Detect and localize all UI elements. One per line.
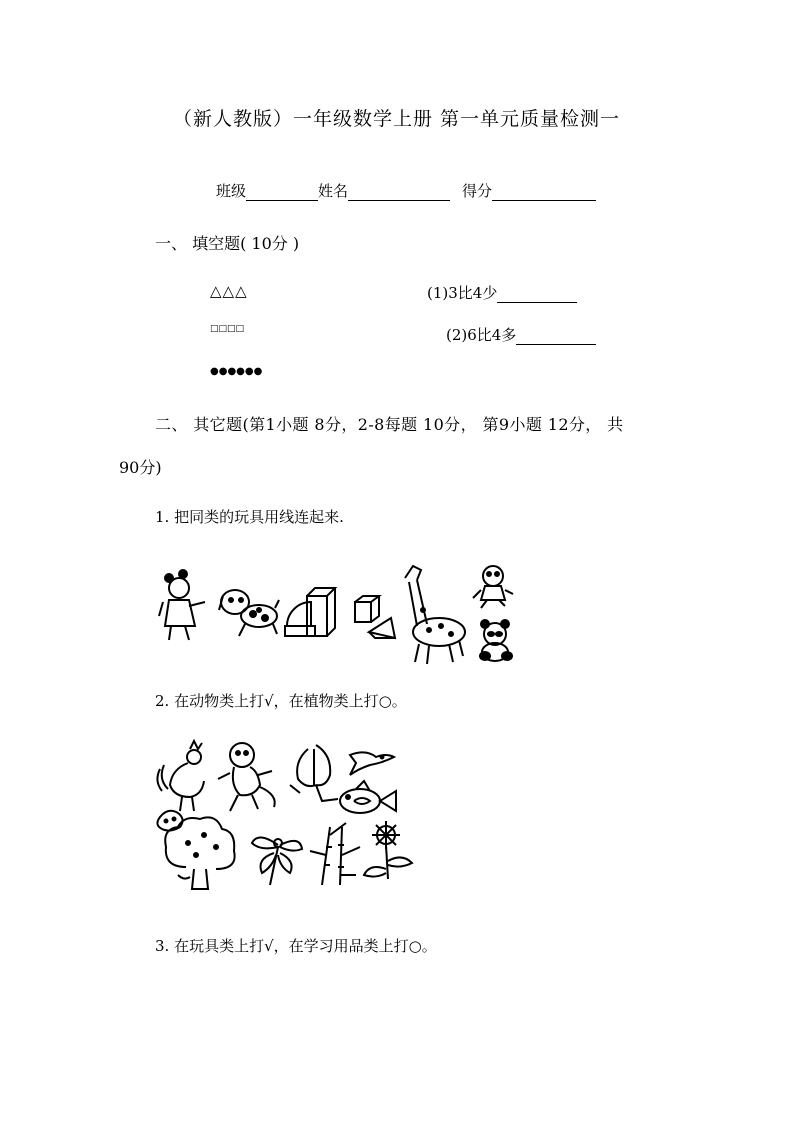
dots: ●●●●●●: [210, 366, 263, 377]
building-blocks-image[interactable]: [285, 588, 335, 636]
monkey-image[interactable]: [218, 743, 275, 811]
rooster-image[interactable]: [157, 741, 204, 811]
question-3: 3. 在玩具类上打√，在学习用品类上打○。: [155, 937, 437, 955]
question-1: 1. 把同类的玩具用线连起来.: [155, 508, 344, 526]
name-blank[interactable]: [348, 184, 450, 201]
bamboo-image[interactable]: [310, 823, 360, 885]
cabbage-image[interactable]: [290, 745, 338, 801]
cube-prism-image[interactable]: [355, 596, 395, 638]
fill-question-1-text: (1)3比4少: [427, 284, 498, 302]
score-label: 得分: [462, 182, 493, 200]
fish-image[interactable]: [340, 781, 396, 813]
page-title: （新人教版）一年级数学上册 第一单元质量检测一: [172, 108, 621, 130]
puppy-image[interactable]: [219, 590, 279, 636]
girl-doll-image[interactable]: [159, 570, 205, 640]
flower-image[interactable]: [364, 821, 412, 879]
student-info: [216, 180, 596, 201]
panda-image[interactable]: [480, 620, 512, 661]
tree-image[interactable]: [165, 817, 234, 889]
class-label: 班级: [216, 182, 247, 200]
section1-heading: 一、 填空题( 10分 ): [155, 234, 300, 253]
fill-answer-1[interactable]: [497, 288, 577, 303]
name-label: 姓名: [318, 182, 349, 200]
class-blank[interactable]: [246, 184, 318, 201]
fill-answer-2[interactable]: [516, 330, 596, 345]
animals-plants-illustration: [150, 735, 420, 895]
swallow-image[interactable]: [350, 752, 394, 775]
monkey-doll-image[interactable]: [473, 566, 513, 608]
section2-heading-line1: 二、 其它题(第1小题 8分，2-8每题 10分， 第9小题 12分， 共: [155, 415, 624, 434]
squares: □□□□: [210, 324, 245, 334]
dragonfly-image[interactable]: [252, 837, 302, 885]
triangles: △△△: [210, 282, 248, 300]
section2-heading-line2: 90分): [119, 458, 162, 477]
fill-question-1: [427, 282, 577, 303]
giraffe-image[interactable]: [405, 566, 465, 664]
question-2: 2. 在动物类上打√，在植物类上打○。: [155, 692, 407, 710]
toys-illustration: [155, 560, 525, 668]
fill-question-2-text: (2)6比4多: [446, 326, 517, 344]
fill-question-2: [446, 324, 596, 345]
score-blank[interactable]: [492, 184, 596, 201]
